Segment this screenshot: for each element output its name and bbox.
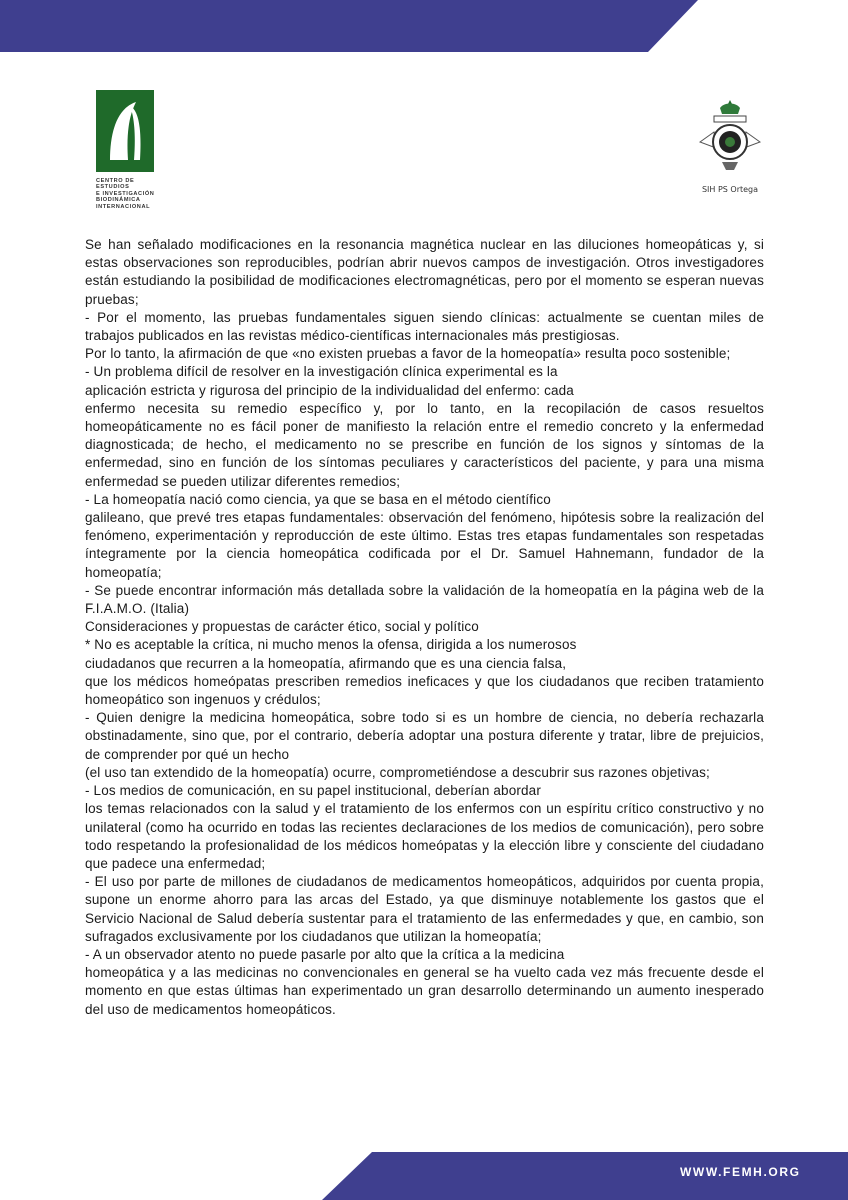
section-heading: Consideraciones y propuestas de carácter ético, social y político bbox=[85, 619, 479, 635]
paragraph: los temas relacionados con la salud y el tratamiento de los enfermos con un espíritu crítico constructivo y no unilateral (como ha ocurrido en todas las recientes declaraciones de los medios de comunicación), pero sobre todo respetando la profesionalidad de los médicos homeópatas y la elección libre y consciente del ciudadano que padece una enfermedad; bbox=[85, 801, 764, 871]
paragraph: Por lo tanto, la afirmación de que «no existen pruebas a favor de la homeopatía» resulta poco sostenible; bbox=[85, 346, 731, 362]
footer-website-url: WWW.FEMH.ORG bbox=[680, 1165, 801, 1179]
paragraph: - El uso por parte de millones de ciudadanos de medicamentos homeopáticos, adquiridos por cuenta propia, supone un enorme ahorro para las arcas del Estado, ya que disminuye notablemente los gastos que el Servicio Nacional de Salud debería sustentar para el tratamiento de las enfermedades y que, en cambio, son sufragados exclusivamente por los ciudadanos que utilizan la homeopatía; bbox=[85, 874, 764, 944]
caption-line-4: INTERNACIONAL bbox=[96, 203, 151, 210]
caption-line-2: E INVESTIGACIÓN bbox=[96, 190, 155, 197]
paragraph: galileano, que prevé tres etapas fundamentales: observación del fenómeno, hipótesis sobre la realización del fenómeno, experimentación y reproducción de este último. Estas tres etapas fundamentales son respetadas íntegramente por la ciencia homeopática codificada por el Dr. Samuel Hahnemann, fundador de la homeopatía; bbox=[85, 510, 764, 580]
paragraph: aplicación estricta y rigurosa del principio de la individualidad del enfermo: cada bbox=[85, 382, 574, 398]
paragraph: - A un observador atento no puede pasarle por alto que la crítica a la medicina bbox=[85, 946, 565, 962]
paragraph: - Por el momento, las pruebas fundamentales siguen siendo clínicas: actualmente se cuentan miles de trabajos publicados en las revistas médico-científicas internacionales más prestigiosas. bbox=[85, 309, 764, 344]
caption-line-3: BIODINÁMICA bbox=[96, 197, 141, 204]
paragraph: (el uso tan extendido de la homeopatía) ocurre, comprometiéndose a descubrir sus razones objetivas; bbox=[85, 764, 710, 780]
article-body bbox=[85, 236, 764, 1019]
paragraph: - Quien denigre la medicina homeopática, sobre todo si es un hombre de ciencia, no debería rechazarla obstinadamente, sino que, por el contrario, debería adoptar una postura diferente y tratar, libre de prejuicios, de comprender por qué un hecho bbox=[85, 710, 764, 762]
caption-line-1: CENTRO DE ESTUDIOS bbox=[96, 178, 135, 191]
paragraph: enfermo necesita su remedio específico y, por lo tanto, en la recopilación de casos resueltos homeopáticamente no es fácil poner de manifiesto la relación entre el remedio concreto y la enfermedad diagnosticada; de hecho, el medicamento no se prescribe en función de los signos y síntomas de la enfermedad, sino en función de los síntomas peculiares y característicos del paciente, y para una misma enfermedad se pueden utilizar diferentes remedios; bbox=[85, 400, 764, 489]
paragraph: homeopática y a las medicinas no convencionales en general se ha vuelto cada vez más frecuente desde el momento en que estas últimas han experimentado un gran desarrollo determinando un aumento inesperado del uso de medicamentos homeopáticos. bbox=[85, 965, 764, 1017]
paragraph: - Un problema difícil de resolver en la investigación clínica experimental es la bbox=[85, 364, 558, 380]
logo-caption bbox=[96, 178, 166, 210]
sih-emblem-logo bbox=[690, 96, 770, 194]
paragraph: - La homeopatía nació como ciencia, ya que se basa en el método científico bbox=[85, 491, 551, 507]
crest-emblem-icon bbox=[694, 96, 766, 178]
paragraph: Se han señalado modificaciones en la resonancia magnética nuclear en las diluciones homeopáticas y, si estas observaciones son reproducibles, podrían abrir nuevos campos de investigación. Otros investigadores están estudiando la posibilidad de modificaciones electromagnéticas, pero por el momento se esperan nuevas pruebas; bbox=[85, 237, 764, 307]
paragraph: que los médicos homeópatas prescriben remedios ineficaces y que los ciudadanos que reciben tratamiento homeopático son ingenuos y crédulos; bbox=[85, 673, 764, 708]
paragraph: - Se puede encontrar información más detallada sobre la validación de la homeopatía en la página web de la F.I.A.M.O. (Italia) bbox=[85, 582, 764, 617]
paragraph: ciudadanos que recurren a la homeopatía, afirmando que es una ciencia falsa, bbox=[85, 655, 567, 671]
biodynamic-center-logo bbox=[96, 90, 166, 210]
paragraph: - Los medios de comunicación, en su papel institucional, deberían abordar bbox=[85, 783, 541, 799]
veiled-figure-icon bbox=[96, 90, 154, 172]
emblem-caption: SIH PS Ortega bbox=[701, 185, 759, 194]
paragraph: * No es aceptable la crítica, ni mucho menos la ofensa, dirigida a los numerosos bbox=[85, 637, 577, 653]
top-decorative-band bbox=[0, 0, 848, 52]
